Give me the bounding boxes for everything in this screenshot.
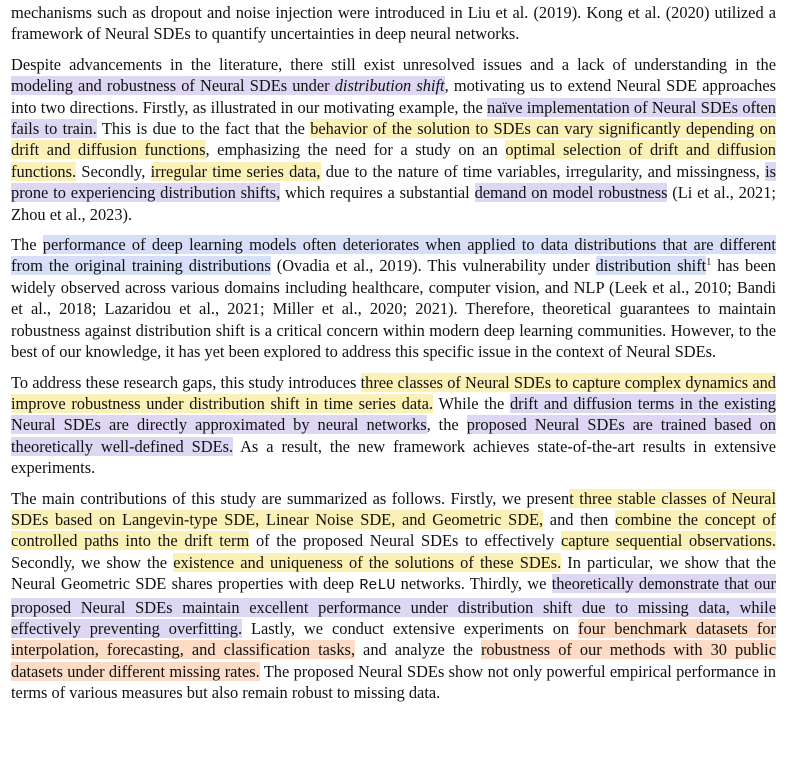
text-span: The <box>11 235 43 255</box>
text-span: Secondly, we show the <box>11 552 174 572</box>
highlight-solution-behavior: behavior of the solution to SDEs can vary significantly depending on drift and diffusion functions <box>11 119 776 160</box>
paragraph-distribution-shift <box>11 234 776 362</box>
highlight-existence-uniqueness: existence and uniqueness of the solutions of these SDEs. <box>173 552 562 572</box>
highlight-optimal-selection: optimal selection of drift and diffusion functions. <box>11 140 776 181</box>
code-relu: ReLU <box>359 577 396 595</box>
highlight-prone-to-shift: is prone to experiencing distribution shifts, <box>11 161 776 203</box>
text-span: This is due to the fact that the <box>96 119 311 139</box>
highlight-irregular-time-series: irregular time series data, <box>150 161 321 181</box>
text-span: (Ovadia et al., 2019). This vulnerability under <box>270 256 596 276</box>
text-span: Despite advancements in the literature, there still exist unresolved issues and a lack of understanding in the <box>11 54 776 74</box>
text-span: due to the nature of time variables, irregularity, and missingness, <box>320 161 766 181</box>
text-span: (Li et al., 2021; Zhou et al., 2023). <box>11 183 776 224</box>
text-span: The proposed Neural SDEs show not only powerful empirical performance in terms of various measures but also remain robust to missing data. <box>11 661 777 703</box>
highlight-stable-classes: t three stable classes of Neural SDEs based on Langevin-type SDE, Linear Noise SDE, and Geometric SDE, <box>11 488 777 529</box>
text-span: of the proposed Neural SDEs to effectively <box>249 531 561 551</box>
text-span: , motivating us to extend Neural SDE approaches into two directions. Firstly, as illustrated in our motivating example, the <box>11 76 776 117</box>
paragraph-research-gaps <box>11 372 776 479</box>
highlight-theoretical-demonstration: theoretically demonstrate that our proposed Neural SDEs maintain excellent performance under distribution shift due to missing data, while effectively preventing overfitting. <box>11 574 776 638</box>
text-span: and analyze the <box>355 640 481 660</box>
text-span: Lastly, we conduct extensive experiments on <box>242 618 579 638</box>
text-span: networks. Thirdly, we <box>395 574 552 594</box>
highlight-sequential-observations: capture sequential observations. <box>560 531 776 551</box>
text-span: In particular, we show that the Neural Geometric SDE shares properties with deep <box>11 552 777 594</box>
paragraph-motivation <box>11 54 776 225</box>
text-span: , emphasizing the need for a study on an <box>205 140 506 160</box>
text-span: To address these research gaps, this study introduces <box>11 372 361 392</box>
text-span: , the <box>426 415 467 435</box>
footnote-marker[interactable]: 1 <box>706 257 712 269</box>
text-span: As a result, the new framework achieves state-of-the-art results in extensive experiments. <box>11 436 776 478</box>
text-span: mechanisms such as dropout and noise injection were introduced in Liu et al. (2019). Kong et al. (2020) utilized a framework of Neural SDEs to quantify uncertainties in deep neural networks. <box>11 3 776 44</box>
highlight-model-robustness: demand on model robustness <box>474 183 668 203</box>
highlight-text: modeling and robustness of Neural SDEs under <box>11 76 335 96</box>
highlight-three-classes: three classes of Neural SDEs to capture complex dynamics and improve robustness under distribution shift in time series data. <box>11 372 776 413</box>
highlight-naive-implementation: naïve implementation of Neural SDEs often fails to train. <box>11 97 776 139</box>
highlight-distribution-shift: distribution shift <box>595 256 707 276</box>
text-span: The main contributions of this study are summarized as follows. Firstly, we presen <box>11 488 570 508</box>
highlight-robustness-missing-rates: robustness of our methods with 30 public datasets under different missing rates. <box>11 640 776 681</box>
paragraph-contributions <box>11 488 776 704</box>
emphasis-distribution-shift: distribution shift <box>334 76 445 96</box>
highlight-controlled-paths: combine the concept of controlled paths into the drift term <box>11 509 776 551</box>
text-span: and then <box>543 509 615 529</box>
text-span: which requires a substantial <box>280 183 475 203</box>
text-span: While the <box>433 393 510 413</box>
highlight-robustness-under-shift <box>11 76 445 95</box>
paragraph-intro-continuation <box>11 2 776 45</box>
highlight-existing-drift-diffusion: drift and diffusion terms in the existing Neural SDEs are directly approximated by neural networks <box>11 393 776 435</box>
text-span: Secondly, <box>76 161 151 181</box>
highlight-performance-deteriorates: performance of deep learning models often deteriorates when applied to data distributions that are different from the original training distributions <box>11 235 776 276</box>
highlight-proposed-trained: proposed Neural SDEs are trained based on theoretically well-defined SDEs. <box>11 415 776 456</box>
highlight-benchmark-datasets: four benchmark datasets for interpolation, forecasting, and classification tasks, <box>11 618 776 660</box>
text-span: has been widely observed across various domains including healthcare, computer vision, and NLP (Leek et al., 2010; Bandi et al., 2018; Lazaridou et al., 2021; Miller et al., 2020; 2021). Therefore, theoretical guarantees to maintain robustness against distribution shift is a critical concern within modern deep learning communities. However, to the best of our knowledge, it has yet been explored to address this specific issue in the context of Neural SDEs. <box>11 256 776 362</box>
